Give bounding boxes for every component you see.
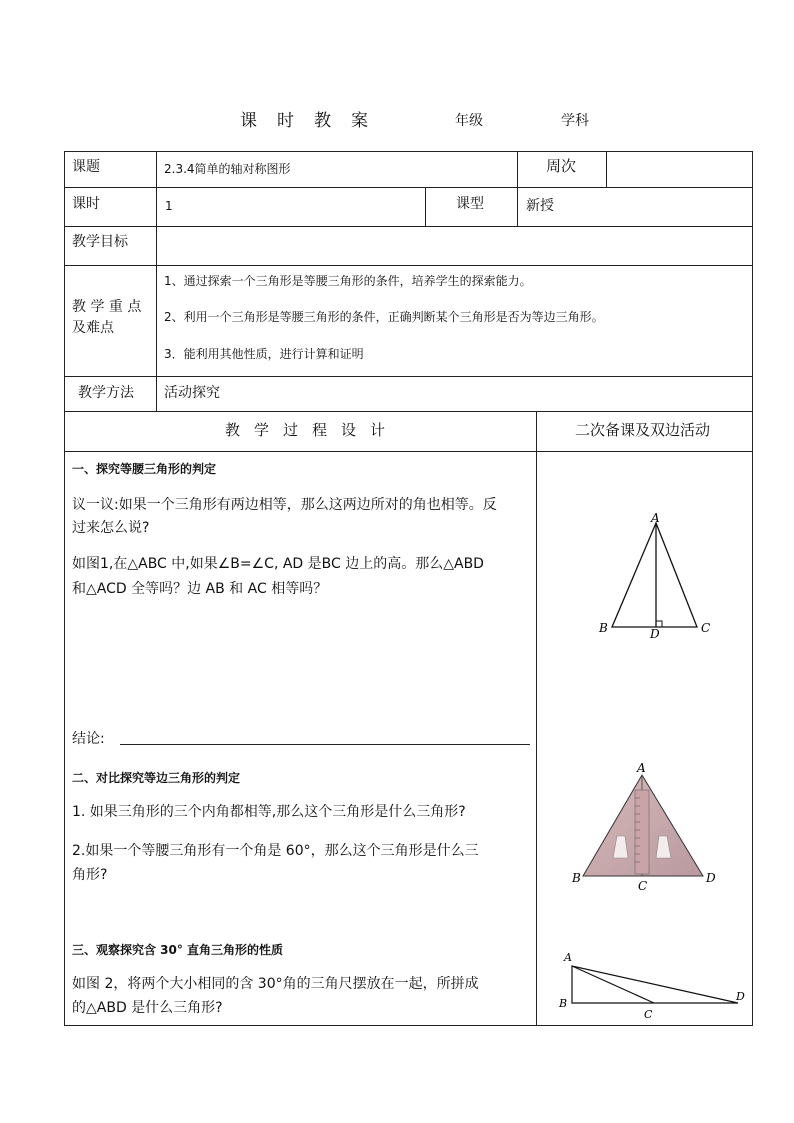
- s1-p2-line2: 和△ACD 全等吗？边 AB 和 AC 相等吗？: [72, 581, 328, 597]
- method-label: 教学方法: [78, 385, 134, 401]
- conclusion-blank-line: [120, 744, 530, 745]
- type-value: 新授: [526, 198, 554, 214]
- conclusion-label: 结论:: [72, 731, 105, 747]
- s3-p1-line2: 的△ABD 是什么三角形?: [72, 1000, 223, 1016]
- method-value: 活动探究: [164, 385, 220, 401]
- s2-question-1: 1. 如果三角形的三个内角都相等,那么这个三角形是什么三角形?: [72, 804, 466, 820]
- fig1-label-a: A: [651, 511, 660, 525]
- page-title: 课时教案: [240, 111, 388, 131]
- hours-value: 1: [165, 199, 173, 213]
- fig2-label-c: C: [638, 879, 648, 893]
- figure-1-isosceles-triangle: [590, 505, 720, 645]
- goal-label: 教学目标: [72, 234, 128, 250]
- s1-p1-line2: 过来怎么说?: [72, 520, 150, 536]
- secondary-header: 二次备课及双边活动: [575, 421, 711, 439]
- week-label: 周次: [546, 157, 577, 175]
- fig2-label-a: A: [637, 761, 646, 775]
- keypoint-2: 2、利用一个三角形是等腰三角形的条件，正确判断某个三角形是否为等边三角形。: [164, 310, 604, 324]
- fig3-label-b: B: [559, 997, 568, 1010]
- grade-label: 年级: [455, 113, 483, 129]
- figure-2-set-squares-triangle: [565, 758, 725, 898]
- figure-3-right-triangle: [558, 948, 748, 1023]
- section-3-title: 三、观察探究含 30° 直角三角形的性质: [72, 943, 284, 957]
- type-label: 课型: [456, 196, 484, 212]
- topic-value: 2.3.4简单的轴对称图形: [164, 162, 291, 176]
- s2-question-2-line1: 2.如果一个等腰三角形有一个角是 60°，那么这个三角形是什么三: [72, 843, 479, 859]
- section-1-title: 一、探究等腰三角形的判定: [72, 462, 217, 476]
- keypoint-1: 1、通过探索一个三角形是等腰三角形的条件，培养学生的探索能力。: [164, 274, 532, 288]
- s1-p1-line1: 议一议:如果一个三角形有两边相等，那么这两边所对的角也相等。反: [72, 497, 497, 513]
- section-2-title: 二、对比探究等边三角形的判定: [72, 771, 241, 785]
- fig2-label-b: B: [572, 871, 581, 885]
- keypoints-label-2: 及难点: [72, 320, 114, 336]
- keypoint-3: 3．能利用其他性质，进行计算和证明: [164, 347, 364, 361]
- hours-label: 课时: [72, 196, 100, 212]
- fig1-label-c: C: [701, 621, 711, 635]
- fig1-label-b: B: [599, 621, 608, 635]
- s2-question-2-line2: 角形?: [72, 867, 108, 883]
- topic-label: 课题: [72, 159, 100, 175]
- s1-p2-line1: 如图1,在△ABC 中,如果∠B=∠C, AD 是BC 边上的高。那么△ABD: [72, 556, 484, 572]
- subject-label: 学科: [561, 113, 589, 129]
- fig2-label-d: D: [706, 871, 716, 885]
- process-header: 教学过程设计: [225, 421, 400, 439]
- fig1-label-d: D: [650, 627, 660, 641]
- s3-p1-line1: 如图 2，将两个大小相同的含 30°角的三角尺摆放在一起，所拼成: [72, 976, 479, 992]
- fig3-label-c: C: [644, 1008, 653, 1021]
- fig3-label-a: A: [564, 951, 572, 964]
- keypoints-label-1: 教 学 重 点: [72, 299, 142, 315]
- fig3-label-d: D: [736, 990, 745, 1003]
